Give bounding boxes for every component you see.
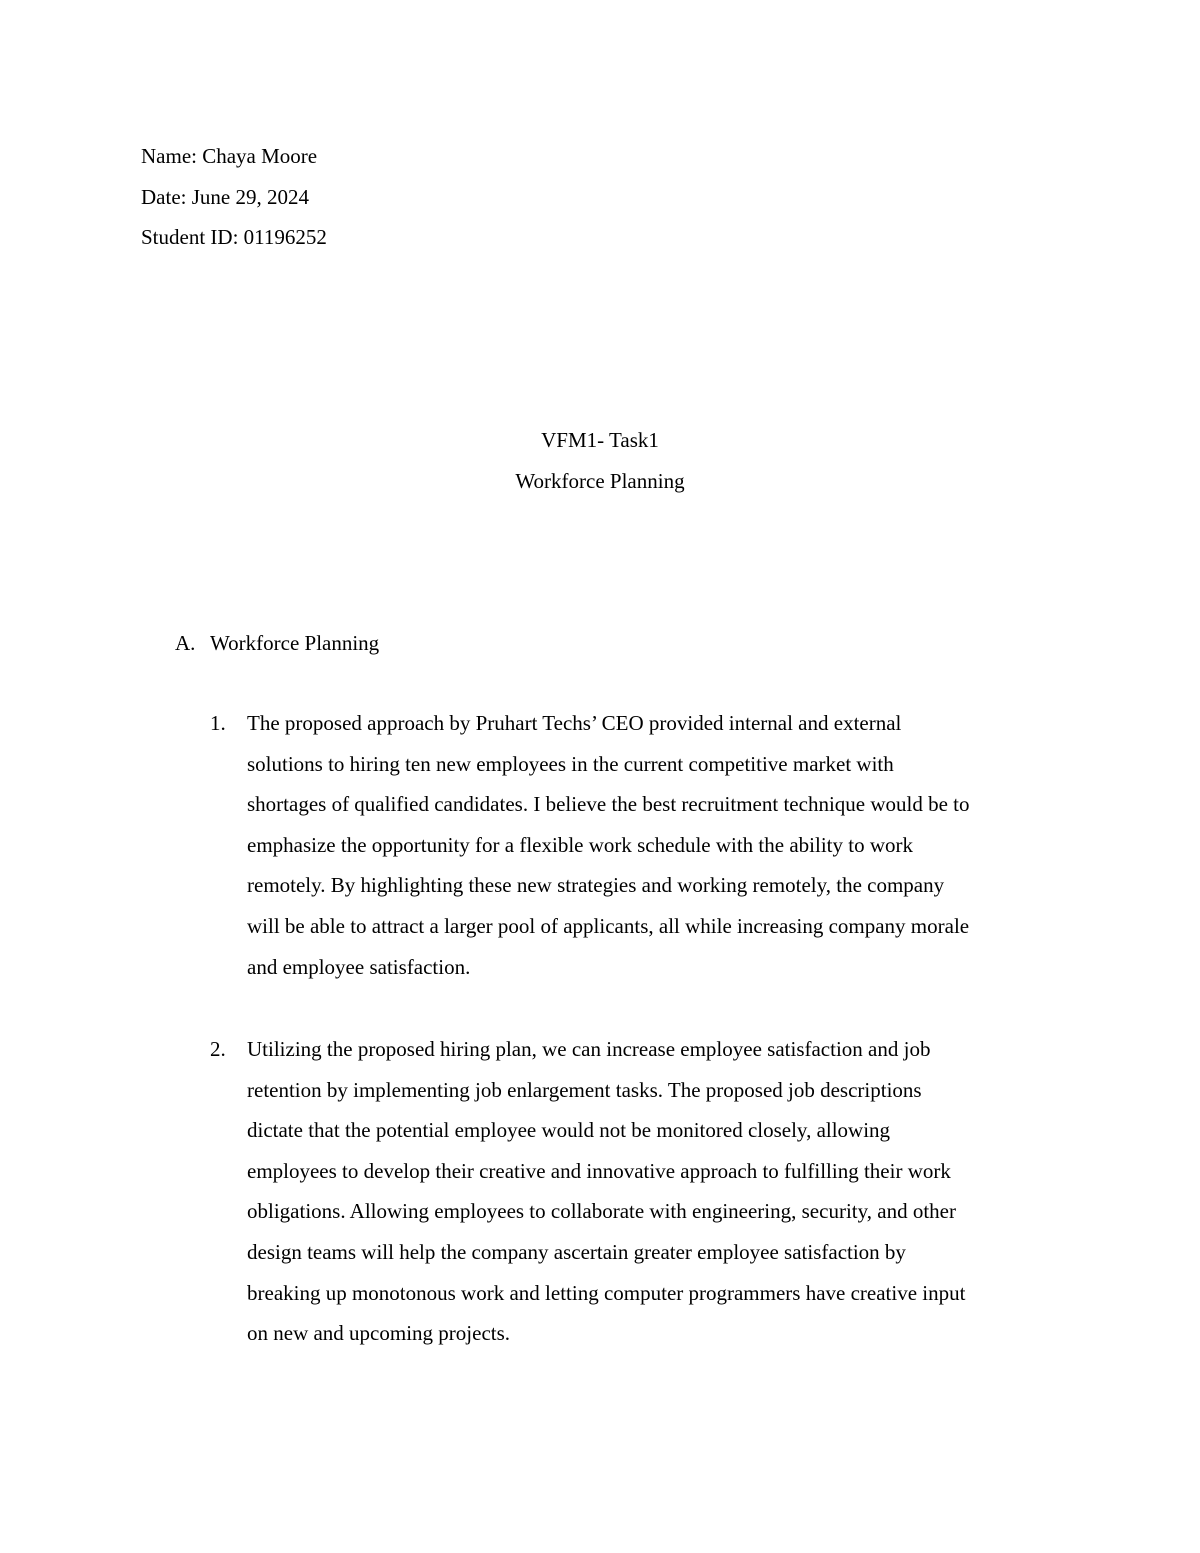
document-title-block bbox=[0, 420, 1200, 501]
submission-date: Date: June 29, 2024 bbox=[141, 184, 309, 209]
paragraph-line: dictate that the potential employee would not be monitored closely, allowing bbox=[247, 1118, 891, 1143]
section-heading bbox=[175, 623, 379, 664]
paragraph-line: The proposed approach by Pruhart Techs’ CEO provided internal and external bbox=[247, 711, 902, 735]
list-item-number: 1. bbox=[210, 711, 226, 735]
document-subtitle: Workforce Planning bbox=[515, 468, 685, 493]
student-name: Name: Chaya Moore bbox=[141, 144, 318, 168]
paragraph-line: breaking up monotonous work and letting computer programmers have creative input bbox=[247, 1280, 966, 1305]
list-item-paragraph bbox=[247, 703, 1069, 987]
paragraph-line: retention by implementing job enlargement tasks. The proposed job descriptions bbox=[247, 1077, 922, 1102]
student-info-block bbox=[141, 136, 327, 258]
list-item-paragraph bbox=[247, 1029, 1069, 1354]
paragraph-line: emphasize the opportunity for a flexible work schedule with the ability to work bbox=[247, 832, 913, 857]
paragraph-line: employees to develop their creative and innovative approach to fulfilling their work bbox=[247, 1158, 951, 1183]
list-item-number: 2. bbox=[210, 1037, 226, 1061]
student-id: Student ID: 01196252 bbox=[141, 225, 327, 250]
document-title: VFM1- Task1 bbox=[541, 428, 659, 452]
paragraph-line: will be able to attract a larger pool of applicants, all while increasing company morale bbox=[247, 913, 970, 938]
paragraph-line: remotely. By highlighting these new strategies and working remotely, the company bbox=[247, 873, 945, 898]
paragraph-line: Utilizing the proposed hiring plan, we can increase employee satisfaction and job bbox=[247, 1037, 931, 1061]
section-heading-text: Workforce Planning bbox=[210, 631, 380, 655]
paragraph-line: design teams will help the company ascertain greater employee satisfaction by bbox=[247, 1239, 906, 1264]
section-marker: A. bbox=[175, 631, 196, 655]
paragraph-line: obligations. Allowing employees to collaborate with engineering, security, and other bbox=[247, 1199, 956, 1224]
paragraph-line: on new and upcoming projects. bbox=[247, 1321, 511, 1346]
paragraph-line: shortages of qualified candidates. I believe the best recruitment technique would be to bbox=[247, 792, 970, 817]
paragraph-line: solutions to hiring ten new employees in the current competitive market with bbox=[247, 751, 894, 776]
paragraph-line: and employee satisfaction. bbox=[247, 954, 471, 979]
